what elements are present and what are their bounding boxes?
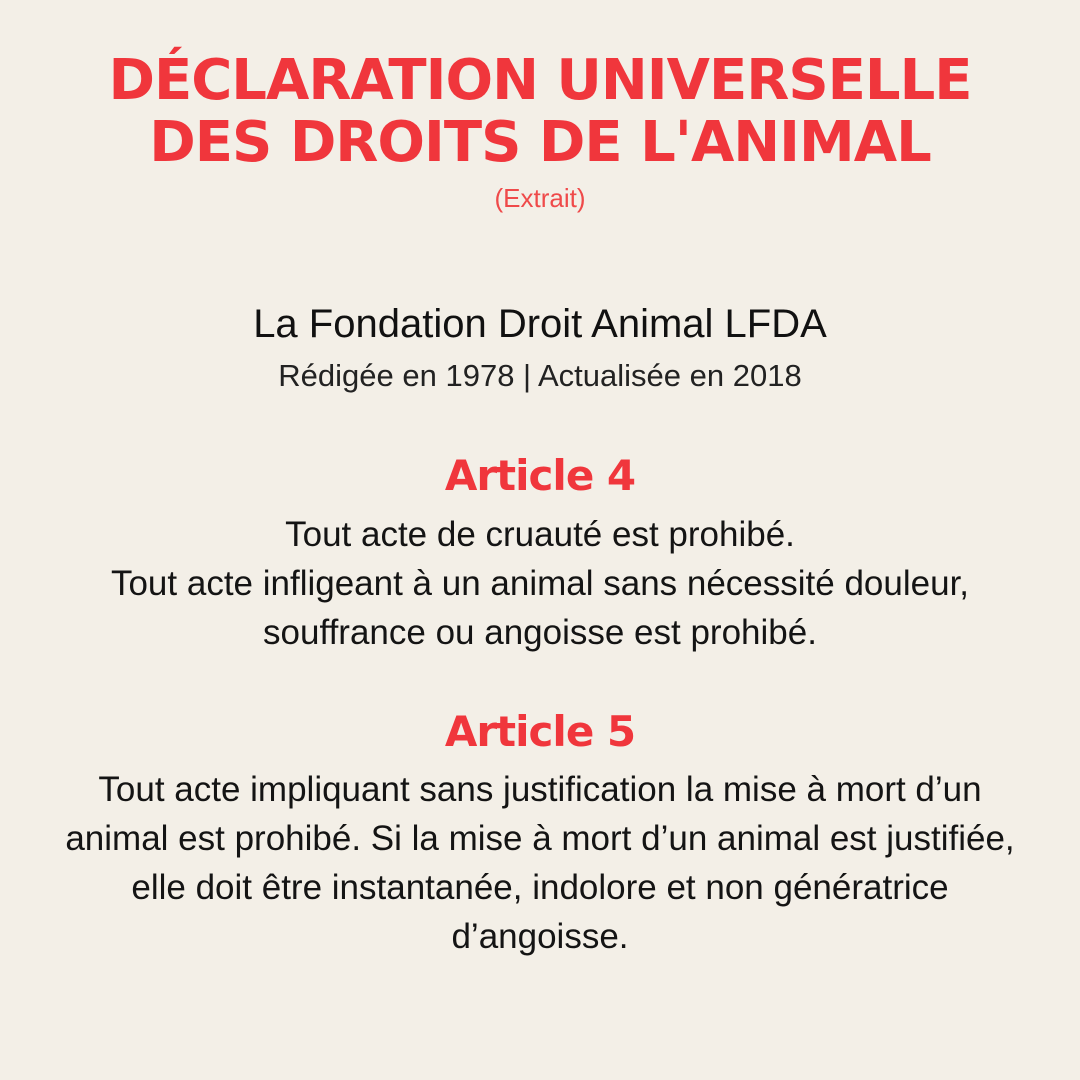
article-5-line: animal est prohibé. Si la mise à mort d’un animal est justifiée, <box>65 819 1015 858</box>
article-5-line: Tout acte impliquant sans justification la mise à mort d’un <box>98 770 982 809</box>
article-5-line: elle doit être instantanée, indolore et non génératrice <box>131 868 949 907</box>
article-5-line: d’angoisse. <box>451 917 629 956</box>
title-line-1: DÉCLARATION UNIVERSELLE <box>108 48 972 113</box>
article-5-body <box>20 765 1060 961</box>
article-4-line: Tout acte de cruauté est prohibé. <box>285 515 795 554</box>
title-line-2: DES DROITS DE L'ANIMAL <box>149 110 931 175</box>
article-4-line: Tout acte infligeant à un animal sans nécessité douleur, <box>110 564 970 603</box>
page-title <box>0 50 1080 174</box>
article-4-heading: Article 4 <box>444 451 636 500</box>
organization-name: La Fondation Droit Animal LFDA <box>253 302 827 346</box>
article-4-line: souffrance ou angoisse est prohibé. <box>263 613 817 652</box>
dates-line: Rédigée en 1978 | Actualisée en 2018 <box>278 358 802 393</box>
article-4-body <box>20 510 1060 657</box>
article-5-heading: Article 5 <box>444 707 636 756</box>
subtitle-extract: (Extrait) <box>494 183 586 213</box>
